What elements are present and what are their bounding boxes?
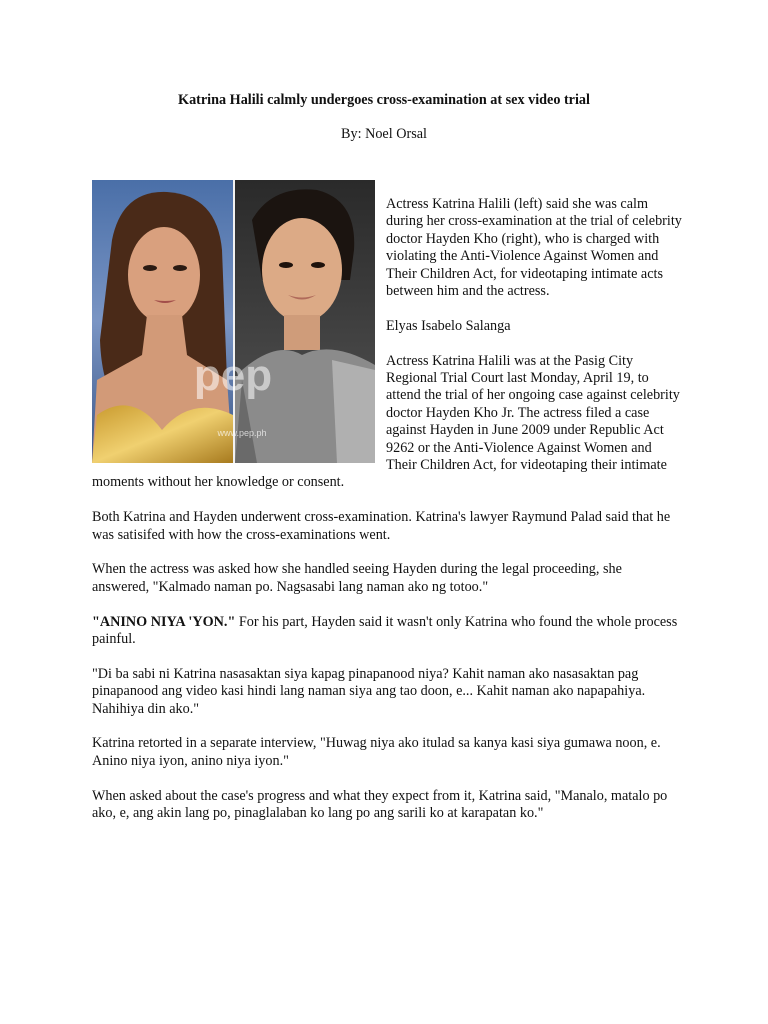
paragraph-subhead	[92, 614, 682, 649]
photo-watermark-url: www.pep.ph	[217, 428, 267, 438]
photo-watermark: pep	[193, 351, 273, 400]
paragraph-3: When the actress was asked how she handled seeing Hayden during the legal proceeding, she answered, "Kalmado naman po. Nagsasabi lang naman ako ng totoo."	[92, 561, 622, 595]
paragraph-2: Both Katrina and Hayden underwent cross-examination. Katrina's lawyer Raymund Palad said that he was satisifed with how the cross-examinations went.	[92, 509, 671, 543]
article-author: Elyas Isabelo Salanga	[386, 317, 511, 334]
photo-caption: Actress Katrina Halili (left) said she was calm during her cross-examination at the trial of celebrity doctor Hayden Kho (right), who is charged with violating the Anti-Violence Against Women and Their Children Act, for videotaping intimate acts between him and the actress.	[386, 196, 682, 300]
article-title: Katrina Halili calmly undergoes cross-examination at sex video trial	[178, 92, 590, 108]
paragraph-1: Actress Katrina Halili was at the Pasig City Regional Trial Court last Monday, April 19, to attend the trial of her ongoing case against celebrity doctor Hayden Kho Jr. The actress filed a case against Hayden in June 2009 under Republic Act 9262 or the Anti-Violence Against Women and Their Children Act, for videotaping their intimate moments without her knowledge or consent.	[92, 352, 680, 491]
article-byline: By: Noel Orsal	[341, 126, 427, 142]
paragraph-6: Katrina retorted in a separate interview, "Huwag niya ako itulad sa kanya kasi siya gumawa noon, e. Anino niya iyon, anino niya iyon."	[92, 735, 661, 769]
subhead-text: For his part, Hayden said it wasn't only Katrina who found the whole process painful.	[92, 613, 678, 648]
article-body	[92, 196, 682, 840]
paragraph-5: "Di ba sabi ni Katrina nasasaktan siya kapag pinapanood niya? Kahit naman ako nasasaktan pag pinapanood ang video kasi hindi lang naman siya ang tao doon, e... Kahit naman ako napapahiya. Nahihiya din ako."	[92, 665, 646, 717]
subhead: "ANINO NIYA 'YON."	[92, 613, 236, 630]
photo-float-spacer	[92, 196, 386, 466]
paragraph-7: When asked about the case's progress and what they expect from it, Katrina said, "Manalo, matalo po ako, e, ang akin lang po, pinaglalaban ko lang po ang sarili ko at karapatan ko."	[92, 787, 668, 822]
